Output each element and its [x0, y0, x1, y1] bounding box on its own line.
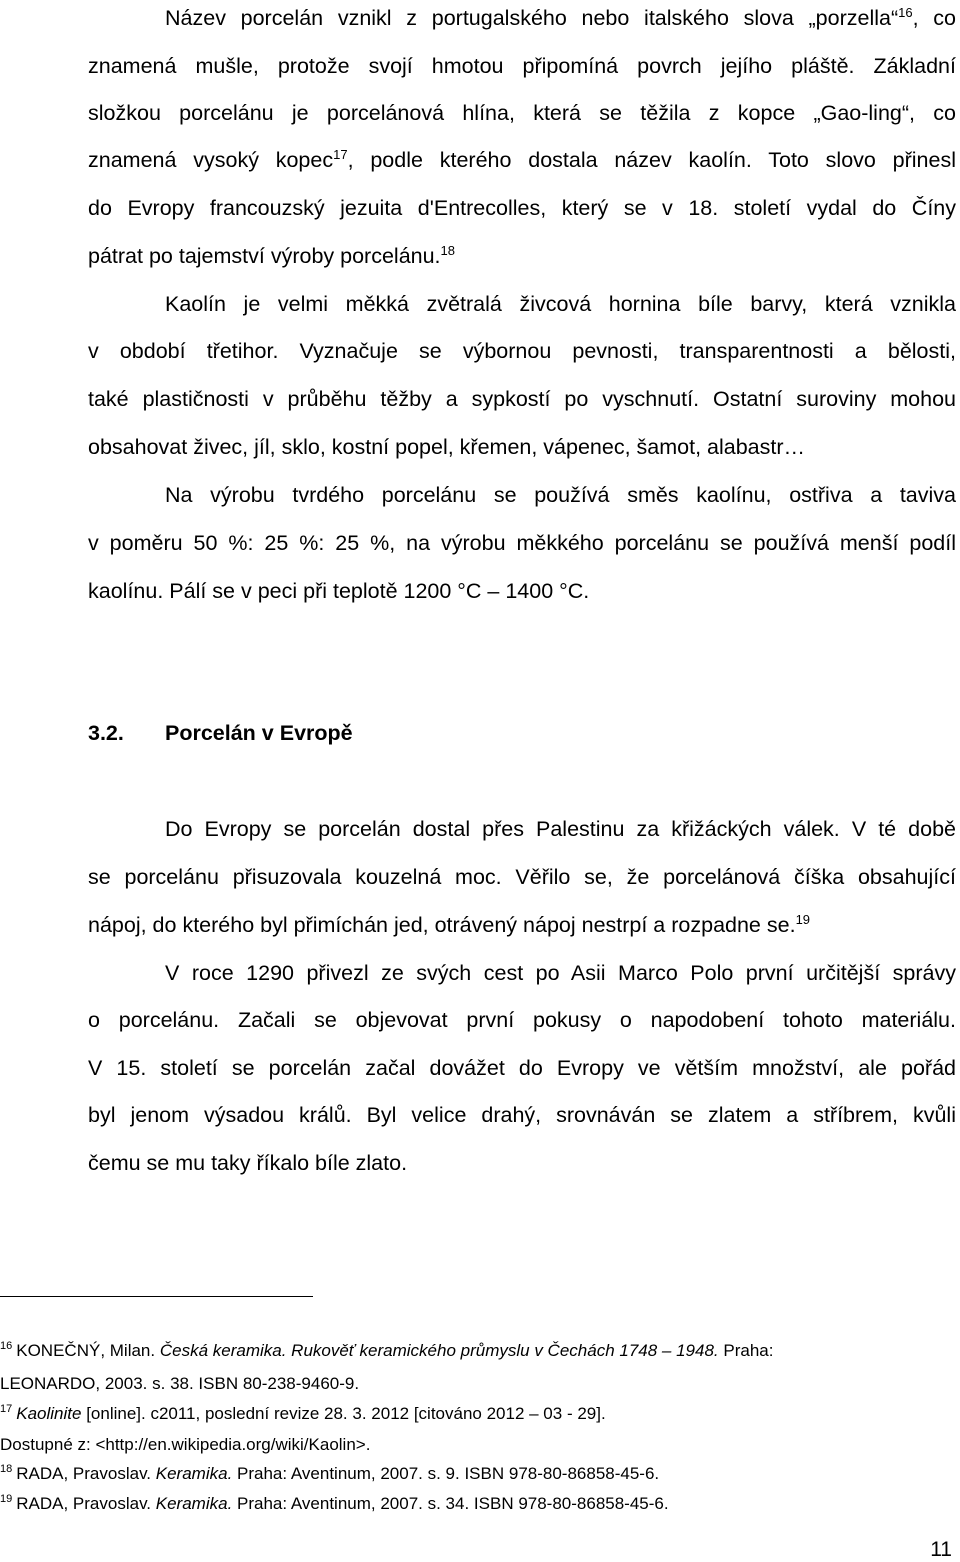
- text-line: také plastičnosti v průběhu těžby a sypkostí po vyschnutí. Ostatní suroviny mohou: [88, 387, 956, 411]
- text-line: [88, 910, 810, 940]
- text-line: [88, 241, 455, 271]
- footnote-ref[interactable]: 19: [795, 911, 811, 927]
- footnote-text: RADA, Pravoslav.: [16, 1494, 156, 1513]
- text-line: Na výrobu tvrdého porcelánu se používá směs kaolínu, ostřiva a taviva: [165, 483, 956, 507]
- page-number: 11: [930, 1538, 952, 1561]
- footnote-ref[interactable]: 18: [440, 242, 456, 258]
- text-line: složkou porcelánu je porcelánová hlína, která se těžila z kopce „Gao-ling“, co: [88, 101, 956, 125]
- footnote-16: [0, 1340, 773, 1362]
- footnote-number: 18: [0, 1463, 13, 1476]
- footnote-number: 19: [0, 1493, 13, 1506]
- footnote-text: KONEČNÝ, Milan.: [16, 1341, 160, 1360]
- footnote-text: RADA, Pravoslav.: [16, 1464, 156, 1483]
- text-line: v poměru 50 %: 25 %: 25 %, na výrobu měkkého porcelánu se používá menší podíl: [88, 531, 956, 555]
- text-span: Název porcelán vznikl z portugalského nebo italského slova „porzella“: [165, 6, 899, 30]
- footnote-title: Kaolinite: [16, 1404, 82, 1423]
- text-line: byl jenom výsadou králů. Byl velice drahý, srovnáván se zlatem a stříbrem, kvůli: [88, 1103, 956, 1127]
- text-line: obsahovat živec, jíl, sklo, kostní popel, křemen, vápenec, šamot, alabastr…: [88, 435, 806, 459]
- footnote-number: 16: [0, 1340, 13, 1353]
- text-line: Kaolín je velmi měkká zvětralá živcová hornina bíle barvy, která vznikla: [165, 292, 956, 316]
- text-line: V roce 1290 přivezl ze svých cest po Asii Marco Polo první určitější správy: [165, 961, 956, 985]
- footnote-title: Keramika.: [155, 1494, 233, 1513]
- footnote-title: Česká keramika. Rukověť keramického průmyslu v Čechách 1748 – 1948.: [159, 1341, 719, 1360]
- text-line: se porcelánu přisuzovala kouzelná moc. Věřilo se, že porcelánová číška obsahující: [88, 865, 956, 889]
- text-span: , co: [912, 6, 956, 30]
- footnote-ref[interactable]: 16: [898, 4, 913, 20]
- text-line: do Evropy francouzský jezuita d'Entrecolles, který se v 18. století vydal do Číny: [88, 196, 956, 220]
- footnote-number: 17: [0, 1403, 13, 1416]
- footnote-text: Praha:: [718, 1341, 774, 1360]
- footnote-17-line2[interactable]: Dostupné z: <http://en.wikipedia.org/wiki/Kaolin>.: [0, 1435, 371, 1454]
- text-span: znamená vysoký kopec: [88, 148, 334, 172]
- footnote-16-line2: LEONARDO, 2003. s. 38. ISBN 80-238-9460-9.: [0, 1374, 360, 1393]
- text-line: V 15. století se porcelán začal dovážet do Evropy ve větším množství, ale pořád: [88, 1056, 956, 1080]
- footnote-text: Praha: Aventinum, 2007. s. 34. ISBN 978-80-86858-45-6.: [232, 1494, 669, 1513]
- section-title: Porcelán v Evropě: [165, 721, 353, 745]
- footnote-text: [online]. c2011, poslední revize 28. 3. 2012 [citováno 2012 – 03 - 29].: [81, 1404, 606, 1423]
- footnote-19: [0, 1493, 669, 1515]
- text-line: [165, 3, 956, 33]
- text-line: kaolínu. Pálí se v peci při teplotě 1200 °C – 1400 °C.: [88, 579, 590, 603]
- text-line: [88, 145, 956, 175]
- text-span: , podle kterého dostala název kaolín. Toto slovo přinesl: [347, 148, 956, 172]
- footnote-text: Praha: Aventinum, 2007. s. 9. ISBN 978-80-86858-45-6.: [232, 1464, 660, 1483]
- text-line: čemu se mu taky říkalo bíle zlato.: [88, 1151, 408, 1175]
- footnote-ref[interactable]: 17: [333, 146, 348, 162]
- footnote-separator: [0, 1296, 313, 1297]
- footnote-title: Keramika.: [155, 1464, 233, 1483]
- section-heading: [88, 718, 353, 748]
- text-line: v období třetihor. Vyznačuje se výbornou pevnosti, transparentnosti a bělosti,: [88, 339, 956, 363]
- footnote-18: [0, 1463, 659, 1485]
- section-number: 3.2.: [88, 721, 124, 745]
- text-span: nápoj, do kterého byl přimíchán jed, otrávený nápoj nestrpí a rozpadne se.: [88, 913, 796, 937]
- text-line: o porcelánu. Začali se objevovat první pokusy o napodobení tohoto materiálu.: [88, 1008, 956, 1032]
- text-span: pátrat po tajemství výroby porcelánu.: [88, 244, 441, 268]
- footnote-17: [0, 1403, 606, 1425]
- text-line: Do Evropy se porcelán dostal přes Palestinu za křižáckých válek. V té době: [165, 817, 956, 841]
- text-line: znamená mušle, protože svojí hmotou připomíná povrch jejího pláště. Základní: [88, 54, 956, 78]
